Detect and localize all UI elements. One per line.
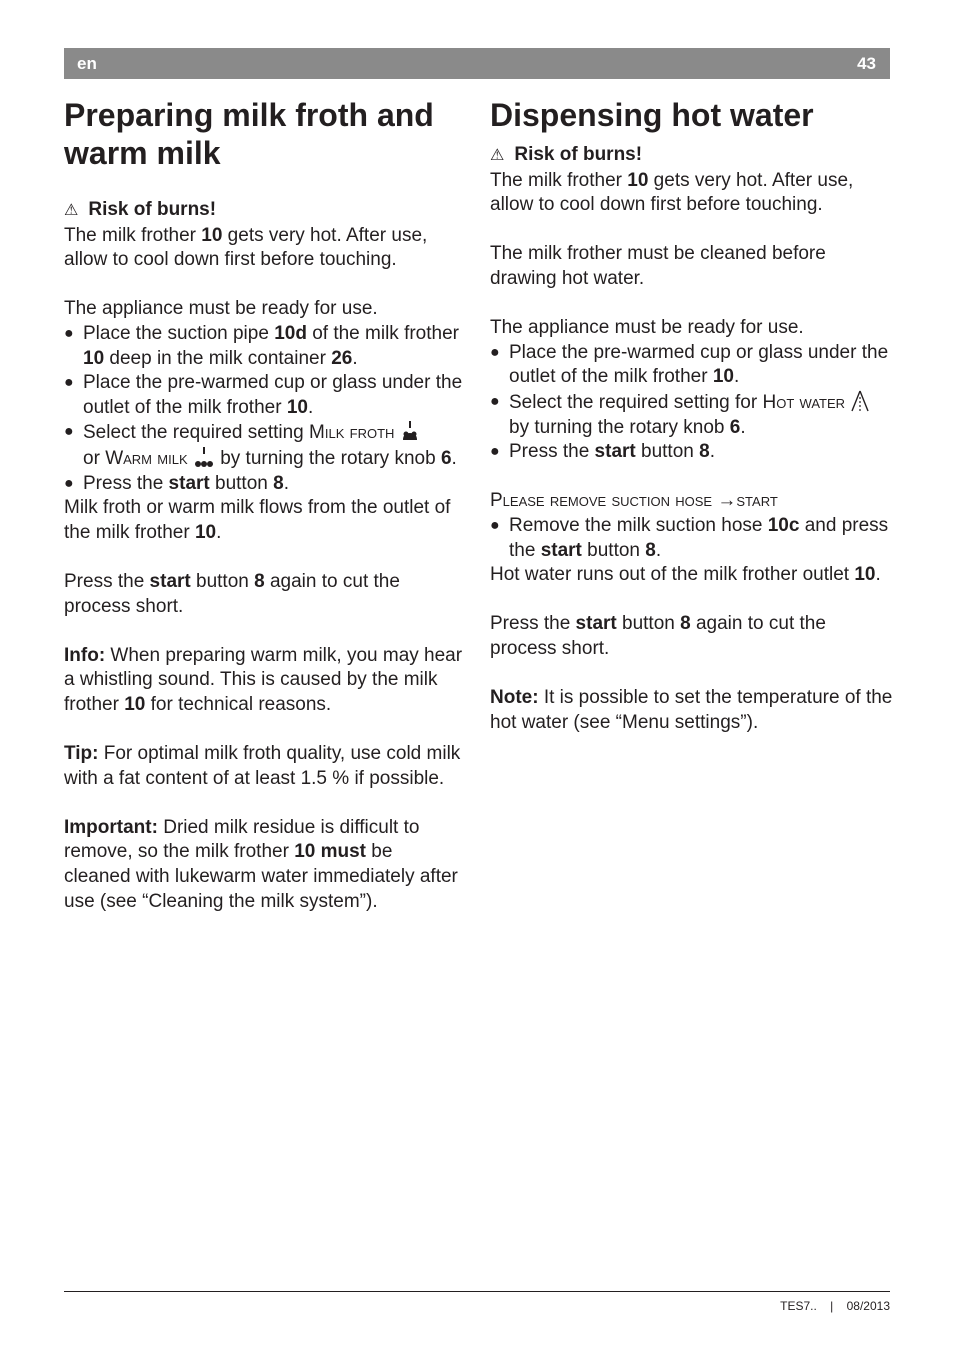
runs-text: Hot water runs out of the milk frother outlet 10. bbox=[490, 564, 881, 586]
list-item: ● Press the start button 8. bbox=[490, 440, 895, 465]
warning-title: ⚠ Risk of burns! bbox=[490, 144, 643, 165]
clean-note: The milk frother must be cleaned before drawing hot water. bbox=[490, 243, 826, 289]
list-item: ● Press the start button 8. bbox=[64, 472, 464, 497]
tip-note: Tip: For optimal milk froth quality, use cold milk with a fat content of at least 1.5 % if possible. bbox=[64, 743, 461, 789]
warning-title: ⚠ Risk of burns! bbox=[64, 199, 217, 220]
ready-text: The appliance must be ready for use. bbox=[490, 317, 804, 339]
cut-short-text: Press the start button 8 again to cut the process short. bbox=[64, 570, 400, 617]
footer-separator: | bbox=[830, 1299, 834, 1313]
model-number: TES7.. bbox=[780, 1299, 817, 1313]
instruction-list bbox=[64, 322, 464, 496]
warm-milk-icon bbox=[193, 446, 215, 468]
list-item: ● Place the suction pipe 10d of the milk frother 10 deep in the milk container 26. bbox=[64, 322, 464, 371]
warning-text: The milk frother 10 gets very hot. After use, allow to cool down first before touching. bbox=[64, 224, 428, 271]
edition-date: 08/2013 bbox=[846, 1299, 890, 1313]
warning-triangle-icon: ⚠ bbox=[490, 147, 505, 164]
right-column bbox=[490, 96, 895, 735]
milk-froth-icon bbox=[400, 420, 420, 442]
page-header-bar bbox=[64, 48, 890, 79]
list-item: ● Remove the milk suction hose 10c and press the start button 8. bbox=[490, 514, 895, 563]
list-item: ● Select the required setting for Hot water by turning the rotary knob 6. bbox=[490, 390, 895, 440]
info-note: Info: When preparing warm milk, you may hear a whistling sound. This is caused by the milk frother 10 for technical reasons. bbox=[64, 644, 463, 715]
hot-water-icon bbox=[850, 390, 870, 412]
list-item: ● Select the required setting Milk froth or Warm milk by turning the rotary knob 6. bbox=[64, 420, 464, 471]
language-code: en bbox=[77, 54, 97, 73]
list-item: ● Place the pre-warmed cup or glass under the outlet of the milk frother 10. bbox=[490, 341, 895, 390]
important-note: Important: Dried milk residue is difficult to remove, so the milk frother 10 must be cleaned with lukewarm water immediately after use (see “Cleaning the milk system”). bbox=[64, 816, 458, 912]
ready-text: The appliance must be ready for use. bbox=[64, 298, 378, 320]
cut-short-text: Press the start button 8 again to cut the process short. bbox=[490, 613, 826, 659]
left-column bbox=[64, 96, 464, 914]
instruction-list bbox=[490, 341, 895, 465]
page-footer bbox=[770, 1299, 890, 1313]
warning-triangle-icon: ⚠ bbox=[64, 202, 79, 219]
section-title-milk-froth: Preparing milk froth and warm milk bbox=[64, 97, 434, 171]
section-title-hot-water: Dispensing hot water bbox=[490, 97, 814, 133]
list-item: ● Place the pre-warmed cup or glass under the outlet of the milk frother 10. bbox=[64, 371, 464, 420]
flow-text: Milk froth or warm milk flows from the outlet of the milk frother 10. bbox=[64, 497, 451, 543]
warning-text: The milk frother 10 gets very hot. After use, allow to cool down first before touching. bbox=[490, 169, 854, 216]
page-number: 43 bbox=[857, 54, 876, 73]
temperature-note: Note: It is possible to set the temperature of the hot water (see “Menu settings”). bbox=[490, 687, 893, 733]
display-message: Please remove suction hose →start bbox=[490, 490, 778, 512]
instruction-list bbox=[490, 514, 895, 563]
arrow-right-icon: → bbox=[717, 490, 737, 512]
footer-rule bbox=[64, 1291, 890, 1292]
